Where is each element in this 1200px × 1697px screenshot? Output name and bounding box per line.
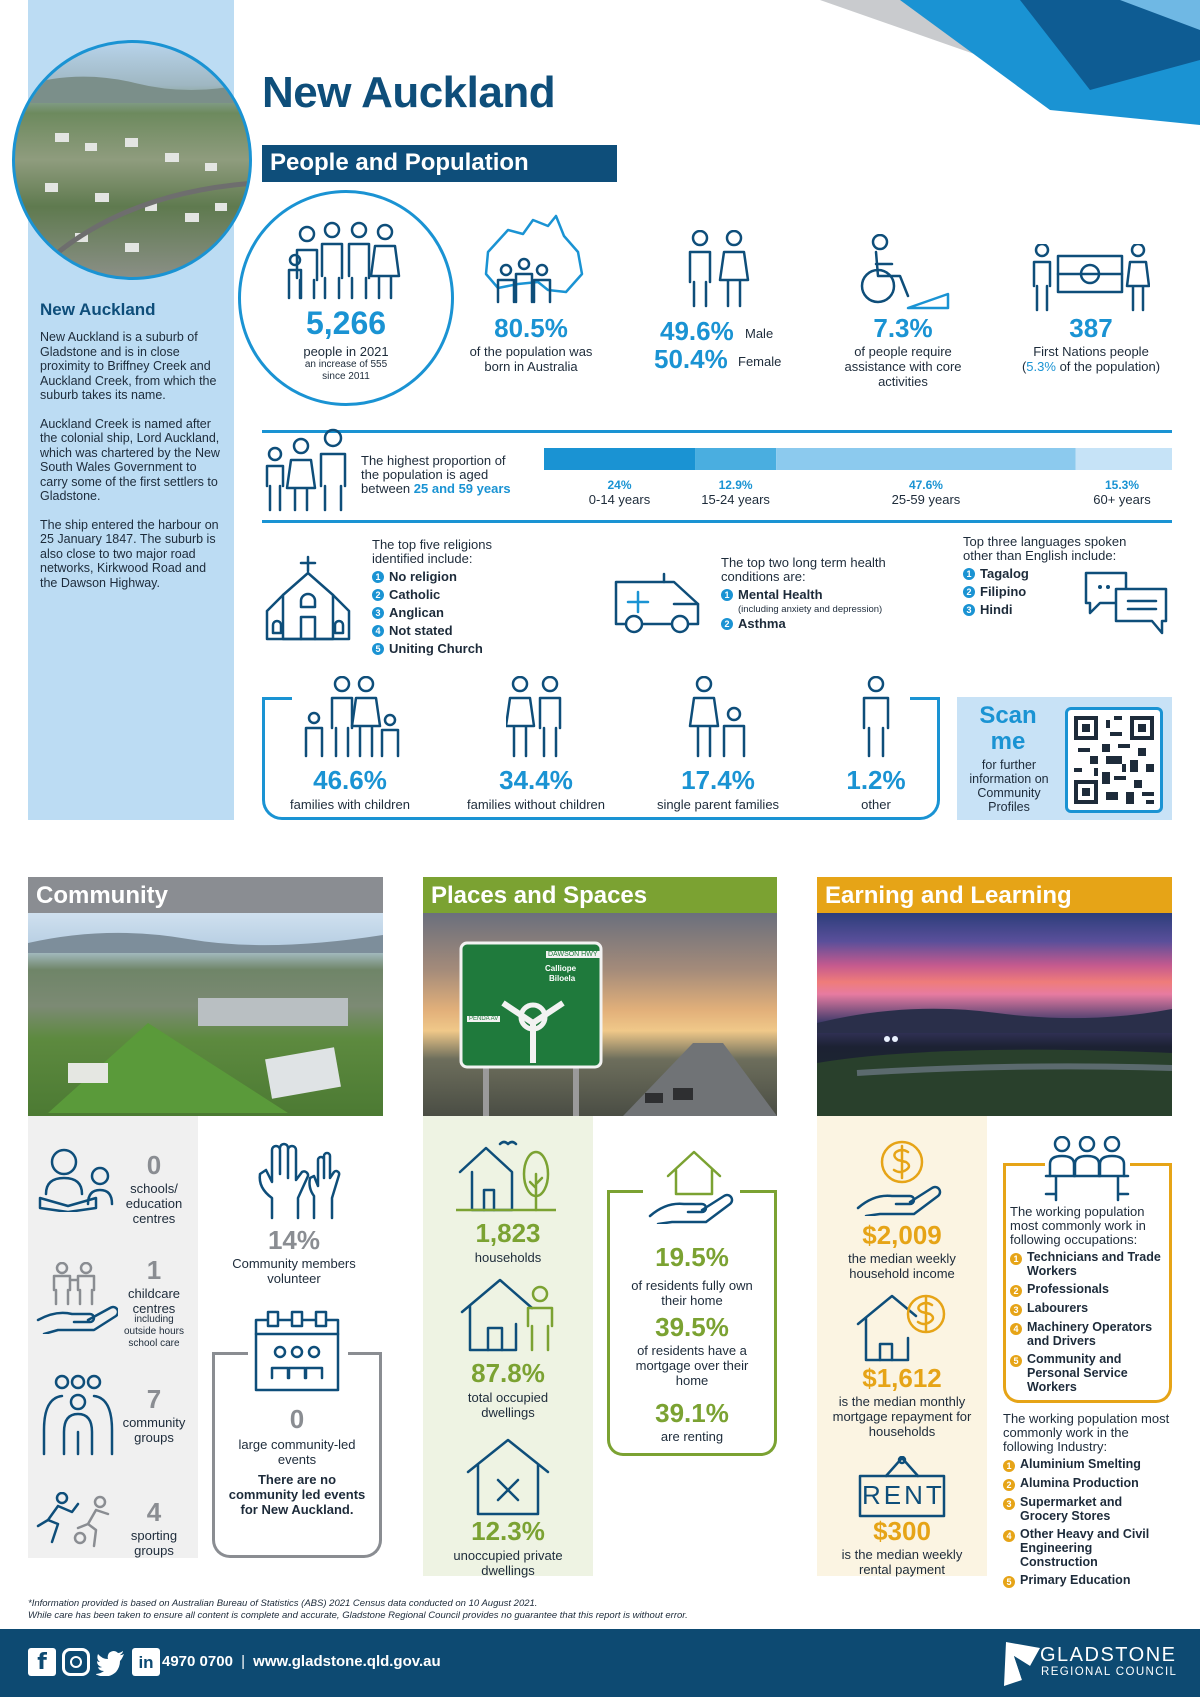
house-tree-icon [456,1138,556,1212]
renting-value: 39.1% [655,1398,729,1428]
footer-phone[interactable]: 4970 0700 [162,1653,233,1670]
list-item [1010,1320,1168,1348]
list-item [1003,1476,1172,1491]
community-aerial-photo [28,913,383,1116]
religion-intro: The top five religions identified include: [372,537,492,566]
list-item [721,615,931,633]
religion-block [372,538,522,658]
sidebar-text [40,330,220,590]
number-1-icon: 1 [1003,1460,1015,1472]
industry-item: Alumina Production [1020,1476,1139,1490]
age-labels [544,478,1172,512]
age-group-range: 25-59 years [891,492,961,507]
community-header: Community [28,877,383,913]
corner-decoration [820,0,1200,125]
health-block [721,556,931,633]
number-2-icon: 2 [1010,1285,1022,1297]
language-item: Filipino [980,584,1027,599]
twitter-icon[interactable] [96,1648,126,1676]
occupations-intro: The working population most commonly work in following occupations: [1010,1204,1146,1247]
age-intro [361,454,526,496]
age-group-range: 60+ years [1093,492,1151,507]
industry-item: Primary Education [1020,1573,1131,1587]
facebook-icon[interactable]: f [28,1648,56,1676]
age-group-pct: 12.9% [718,478,753,492]
footer-website[interactable]: www.gladstone.qld.gov.au [253,1653,441,1670]
age-intro-text: The highest proportion of the population is aged between [361,453,506,496]
earning-header: Earning and Learning [817,877,1172,913]
languages-intro: Top three languages spoken other than English include: [963,534,1127,563]
org-name: GLADSTONE [1040,1644,1177,1666]
age-intro-highlight: 25 and 59 years [413,481,511,496]
occupations-panel-top-right [1130,1163,1172,1166]
mortgage-repayment-value: $1,612 [862,1363,942,1393]
number-4-icon: 4 [1010,1323,1022,1335]
age-group-label [565,478,675,508]
industry-block [1003,1412,1172,1588]
health-intro: The top two long term health conditions are: [721,555,886,584]
households-label: households [474,1250,542,1265]
industry-item: Supermarket and Grocery Stores [1020,1495,1123,1523]
number-5-icon: 5 [1010,1355,1022,1367]
population-increase: an increase of 555 since 2011 [304,359,388,382]
industry-item: Other Heavy and Civil Engineering Construction [1020,1527,1150,1569]
twitter-bird [96,1648,126,1676]
list-item [372,568,522,586]
number-1-icon: 1 [1010,1253,1022,1265]
religion-item: Not stated [389,623,453,638]
families-children-label: families with children [290,797,410,812]
events-panel-top-left [212,1352,248,1355]
number-5-icon: 5 [372,643,384,655]
first-nations-label-b: of the population [1059,359,1156,374]
number-1-icon: 1 [372,571,384,583]
sidebar-paragraph: Auckland Creek is named after the colonial ship, Lord Auckland, which was chartered by the New South Wales Government to carry some of the first settlers to Gladstone. [40,416,220,503]
ambulance-icon [612,562,704,634]
single-parent-label: single parent families [656,797,780,812]
religion-list [372,568,522,658]
mortgage-value: 39.5% [655,1312,729,1342]
list-item [372,586,522,604]
unoccupied-value: 12.3% [471,1516,545,1546]
speech-bubbles-icon [1082,567,1172,639]
income-label: the median weekly household income [848,1251,956,1281]
ownership-panel-top-right [740,1190,777,1193]
meeting-table-icon [1044,1136,1130,1202]
own-home-value: 19.5% [655,1242,729,1272]
list-item [1003,1495,1172,1523]
list-item [372,622,522,640]
australia-map-icon [478,212,588,308]
religion-item: No religion [389,569,457,584]
born-australia-value: 80.5% [494,313,568,343]
list-item [1010,1301,1168,1316]
male-pct: 49.6% [660,316,734,346]
occupations-panel-top-left [1003,1163,1045,1166]
first-nations-label-a: First Nations people [1033,344,1149,359]
sign-text-dawson: DAWSON HWY [548,951,598,958]
families-panel-top-right [910,697,940,700]
occupied-value: 87.8% [471,1358,545,1388]
single-parent-icon [688,676,748,758]
family-without-children-icon [506,676,566,758]
age-group-pct: 15.3% [1104,478,1140,492]
org-subname: REGIONAL COUNCIL [1041,1666,1178,1678]
list-item [372,640,522,658]
age-group-pct: 47.6% [908,478,943,492]
sidebar-paragraph: New Auckland is a suburb of Gladstone and is in close proximity to Briffney Creek and Auckland Creek, from which the suburb takes its name. [40,330,217,402]
industry-intro: The working population most commonly work in the following Industry: [1003,1411,1170,1454]
wheelchair-icon [856,234,952,310]
sporting-value: 4 [146,1497,162,1527]
list-item [1010,1250,1168,1278]
list-item [1003,1527,1172,1569]
occupations-list [1010,1250,1168,1394]
number-2-icon: 2 [721,618,733,630]
community-groups-value: 7 [146,1384,162,1414]
number-1-icon: 1 [963,568,975,580]
childcare-hand-icon [36,1262,118,1334]
scan-title: Scan me [979,702,1037,755]
occupied-house-icon [460,1276,560,1352]
number-2-icon: 2 [963,586,975,598]
occupied-label: total occupied dwellings [467,1390,549,1420]
footer-divider: | [241,1653,245,1670]
disclaimer-line: While care has been taken to ensure all content is complete and accurate, Gladstone Regional Council provides no guarantee that this report is without error. [28,1610,688,1621]
religion-item: Uniting Church [389,641,483,656]
assistance-label: of people require assistance with core activities [844,344,962,389]
renting-label: are renting [660,1429,724,1444]
sidebar-paragraph: The ship entered the harbour on 25 January 1847. The suburb is also close to two major road networks, Kirkwood Road and the Dawson Highway. [40,517,219,590]
sidebar-heading: New Auckland [40,300,156,319]
qr-code-icon [1074,716,1154,804]
age-bar-segment [544,448,695,470]
first-nations-label: First Nations people (5.3% of the population) [1021,344,1161,374]
childcare-value: 1 [146,1255,162,1285]
population-total-label: people in 2021 [303,344,389,359]
number-4-icon: 4 [372,625,384,637]
occupation-item: Technicians and Trade Workers [1027,1250,1161,1278]
disclaimer [28,1598,1028,1622]
mortgage-repayment-label: is the median monthly mortgage repayment for households [832,1394,972,1439]
occupation-item: Machinery Operators and Drivers [1027,1320,1153,1348]
language-item: Hindi [980,602,1013,617]
age-top-rule [262,430,1172,433]
families-without-value: 34.4% [499,765,573,795]
other-family-label: other [861,797,891,812]
own-home-label: of residents fully own their home [631,1278,753,1308]
instagram-lens [70,1656,82,1668]
childcare-label: childcare centres [127,1286,181,1316]
male-female-icon [684,230,750,308]
list-item [1003,1457,1172,1472]
sign-text-penda: PENDA AV [469,1016,499,1022]
sign-text-calliope: Calliope [545,964,577,973]
female-label: Female [738,354,782,369]
sunset-photo [817,913,1172,1116]
born-australia-label: of the population was born in Australia [469,344,593,374]
age-group-label [1067,478,1177,508]
health-note: (including anxiety and depression) [738,604,883,615]
unoccupied-label: unoccupied private dwellings [453,1548,563,1578]
number-2-icon: 2 [372,589,384,601]
number-1-icon: 1 [721,589,733,601]
footer-contact [162,1653,441,1670]
community-groups-label: community groups [122,1415,186,1445]
number-3-icon: 3 [372,607,384,619]
male-label: Male [745,326,774,341]
number-2-icon: 2 [1003,1479,1015,1491]
sporting-label: sporting groups [130,1528,178,1558]
calendar-event-icon [252,1308,342,1392]
health-item: Asthma [738,616,786,631]
first-nations-value: 387 [1069,313,1113,343]
industry-item: Aluminium Smelting [1020,1457,1141,1471]
coin-in-hand-icon [856,1138,950,1216]
crowd-icon [287,220,407,300]
linkedin-icon[interactable]: in [132,1648,160,1676]
list-item [1010,1352,1168,1394]
schools-value: 0 [146,1150,162,1180]
gladstone-logo-icon [1000,1636,1044,1688]
events-panel-top-right [348,1352,382,1355]
list-item [1010,1282,1168,1297]
social-links [28,1648,160,1676]
rent-value: $300 [873,1516,931,1546]
rent-sign-text: RENT [862,1480,945,1510]
age-group-pct: 24% [607,478,632,492]
house-dollar-icon [856,1290,952,1362]
mortgage-label: of residents have a mortgage over their home [635,1343,749,1388]
occupation-item: Labourers [1027,1301,1089,1315]
disclaimer-line: *Information provided is based on Australian Bureau of Statistics (ABS) 2021 Census data conducted on 10 August 2021. [28,1598,538,1609]
number-3-icon: 3 [963,604,975,616]
population-total: 5,266 [305,305,387,341]
other-family-icon [856,676,896,758]
instagram-icon[interactable] [62,1648,90,1676]
section-title: People and Population [262,145,617,182]
language-item: Tagalog [980,566,1029,581]
ownership-panel-top-left [607,1190,643,1193]
families-children-value: 46.6% [313,765,387,795]
qr-code[interactable] [1065,707,1163,813]
unoccupied-house-icon [466,1436,550,1516]
number-5-icon: 5 [1003,1576,1015,1588]
female-pct: 50.4% [654,344,728,374]
religion-item: Anglican [389,605,444,620]
age-distribution-bar [544,448,1172,470]
households-value: 1,823 [475,1218,541,1248]
sporting-icon [36,1492,120,1550]
volunteer-value: 14% [267,1225,321,1255]
education-icon [38,1148,118,1212]
age-bottom-rule [262,520,1172,523]
industry-list [1003,1457,1172,1588]
occupation-item: Professionals [1027,1282,1109,1296]
events-value: 0 [289,1404,305,1434]
events-note: There are no community led events for New Auckland. [228,1472,366,1517]
age-group-range: 0-14 years [588,492,651,507]
first-nations-pct: 5.3% [1026,359,1056,374]
list-item [1003,1573,1172,1588]
rent-label: is the median weekly rental payment [841,1547,963,1577]
age-bar-segment [695,448,776,470]
suburb-aerial-photo [12,40,252,280]
other-family-value: 1.2% [846,765,906,795]
schools-label: schools/ education centres [125,1181,183,1226]
religion-item: Catholic [389,587,441,602]
community-groups-icon [38,1374,118,1456]
families-without-label: families without children [466,797,605,812]
income-value: $2,009 [862,1220,942,1250]
assistance-value: 7.3% [873,313,933,343]
first-nations-flag-icon [1030,244,1150,312]
events-label: large community-led events [238,1437,356,1467]
places-header: Places and Spaces [423,877,777,913]
age-bar-segment [1076,448,1172,470]
number-4-icon: 4 [1003,1530,1015,1542]
single-parent-value: 17.4% [681,765,755,795]
family-with-children-icon [302,676,402,758]
families-panel-top-left [262,697,292,700]
occupations-block [1010,1205,1168,1394]
age-group-range: 15-24 years [701,492,770,507]
house-in-hand-icon [648,1142,738,1224]
road-sign-photo [423,913,777,1116]
occupation-item: Community and Personal Service Workers [1027,1352,1128,1394]
childcare-note: including outside hours school care [123,1314,185,1349]
age-group-label [871,478,981,508]
list-item [721,586,931,604]
family-age-icon [263,428,353,514]
scan-text: for further information on Community Profiles [969,758,1049,814]
sign-text-biloela: Biloela [549,974,576,983]
raised-hands-icon [254,1138,344,1220]
list-item [721,604,931,615]
number-3-icon: 3 [1003,1498,1015,1510]
health-list [721,586,931,633]
health-item: Mental Health [738,587,823,602]
list-item [372,604,522,622]
number-3-icon: 3 [1010,1304,1022,1316]
page-title: New Auckland [262,68,556,117]
age-bar-segment [776,448,1076,470]
volunteer-label: Community members volunteer [232,1256,356,1286]
church-icon [263,555,353,641]
age-group-label [681,478,791,508]
